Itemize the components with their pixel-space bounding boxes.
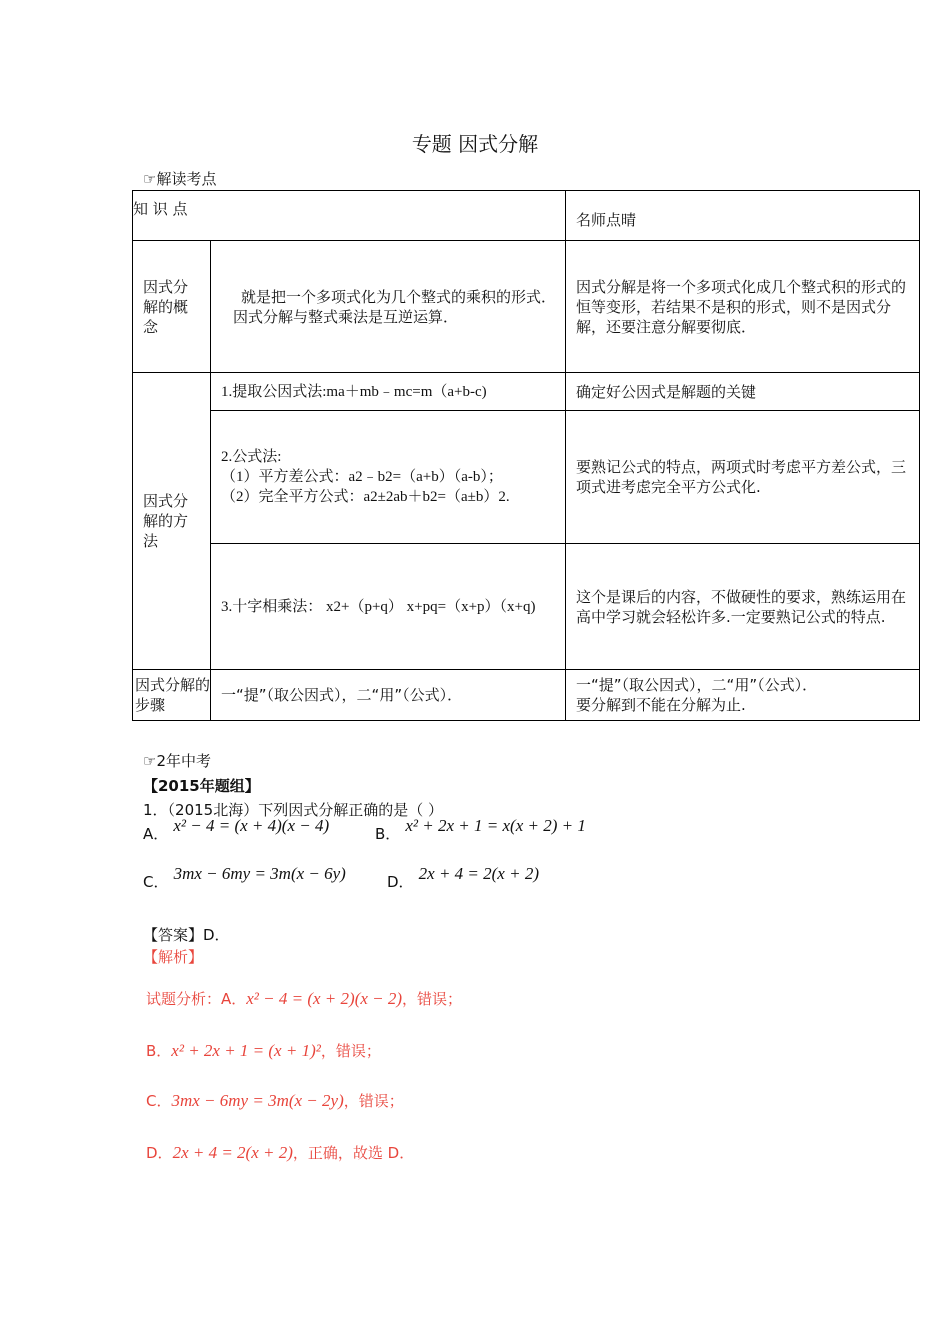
concept-inverse-note: 因式分解与整式乘法是互逆运算． [233, 307, 459, 326]
option-d-expr: 2x + 4 = 2(x + 2) [418, 864, 539, 883]
section-heading-key-points: ☞解读考点 [143, 170, 217, 188]
method-2-content [211, 411, 566, 544]
table-row-concept [133, 241, 920, 373]
analysis-b-suffix: ，错误； [320, 1042, 381, 1060]
table-header-row [133, 191, 920, 241]
method-2-difference-of-squares: （1）平方差公式：a2﹣b2=（a+b）（a-b）； [221, 469, 503, 485]
concept-definition: 就是把一个多项式化为几个整式的乘积的形式． [241, 287, 557, 306]
analysis-line-c [146, 1090, 404, 1111]
method-2-title: 2.公式法: [221, 449, 282, 465]
analysis-title: 【解析】 [143, 948, 204, 966]
analysis-c-suffix: ，错误； [343, 1092, 404, 1110]
concept-content [211, 241, 566, 373]
option-a-expr: x² − 4 = (x + 4)(x − 4) [173, 816, 330, 835]
analysis-a-expr: x² − 4 = (x + 2)(x − 2) [246, 989, 403, 1008]
year-group: 【2015年题组】 [143, 777, 260, 795]
method-2-perfect-square: （2）完全平方公式：a2±2ab＋b2=（a±b）2. [221, 489, 510, 505]
method-3-tip: 这个是课后的内容，不做硬性的要求，熟练运用在高中学习就会轻松许多.一定要熟记公式的特点. [566, 544, 920, 670]
table-row-steps [133, 670, 920, 721]
analysis-b-prefix: B． [146, 1042, 172, 1060]
row-label-concept: 因式分解的概念 [133, 241, 211, 373]
row-label-steps: 因式分解的步骤 [133, 670, 211, 721]
concept-tip: 因式分解是将一个多项式化成几个整式积的形式的恒等变形，若结果不是积的形式，则不是因式分解，还要注意分解要彻底． [566, 241, 920, 373]
answer: 【答案】D． [143, 926, 230, 944]
method-1-tip: 确定好公因式是解题的关键 [566, 373, 920, 411]
option-b-expr: x² + 2x + 1 = x(x + 2) + 1 [405, 816, 586, 835]
analysis-line-a [146, 988, 462, 1009]
analysis-d-expr: 2x + 4 = 2(x + 2) [172, 1143, 293, 1162]
analysis-d-suffix: ，正确，故选 D． [292, 1144, 415, 1162]
analysis-a-prefix: 试题分析：A． [146, 990, 247, 1008]
option-b [375, 816, 586, 844]
analysis-line-b [146, 1040, 381, 1061]
option-c-label: C． [143, 873, 169, 891]
page-title: 专题 因式分解 [411, 132, 539, 156]
steps-tip-line-2: 要分解到不能在分解为止. [576, 696, 746, 714]
table-row-method-2 [133, 411, 920, 544]
knowledge-table [132, 190, 920, 721]
option-a-label: A． [143, 825, 169, 843]
option-b-label: B． [375, 825, 401, 843]
section-heading-exam: ☞2年中考 [143, 752, 211, 770]
question-stem: 1．（2015北海）下列因式分解正确的是（ ） [143, 801, 443, 819]
analysis-line-d [146, 1142, 414, 1163]
table-row-method-1 [133, 373, 920, 411]
analysis-a-suffix: ，错误； [402, 990, 463, 1008]
analysis-c-prefix: C． [146, 1092, 172, 1110]
option-d [387, 864, 539, 892]
table-row-method-3 [133, 544, 920, 670]
option-a [143, 816, 330, 844]
option-c [143, 864, 346, 892]
steps-tip [566, 670, 920, 721]
option-c-expr: 3mx − 6my = 3m(x − 6y) [173, 864, 346, 883]
method-2-tip: 要熟记公式的特点，两项式时考虑平方差公式，三项式进考虑完全平方公式化. [566, 411, 920, 544]
steps-tip-line-1: 一“提”（取公因式），二“用”（公式）． [576, 676, 818, 694]
header-knowledge-point: 知 识 点 [133, 191, 566, 241]
analysis-b-expr: x² + 2x + 1 = (x + 1)² [171, 1041, 321, 1060]
steps-content: 一“提”（取公因式），二“用”（公式）． [211, 670, 566, 721]
analysis-c-expr: 3mx − 6my = 3m(x − 2y) [171, 1091, 344, 1110]
option-d-label: D． [387, 873, 414, 891]
analysis-d-prefix: D． [146, 1144, 173, 1162]
method-1-content: 1.提取公因式法:ma＋mb﹣mc=m（a+b-c) [211, 373, 566, 411]
row-label-method: 因式分解的方法 [133, 373, 211, 670]
header-teacher-tip: 名师点晴 [566, 191, 920, 241]
method-3-content: 3.十字相乘法： x2+（p+q） x+pq=（x+p）（x+q) [211, 544, 566, 670]
